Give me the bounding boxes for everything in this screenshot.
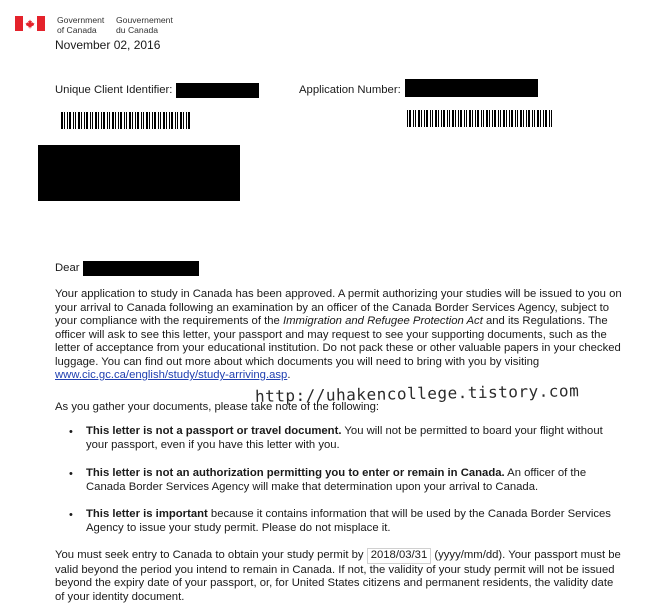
paragraph-note: As you gather your documents, please take note of the following: (55, 401, 380, 413)
paragraph-entry-deadline: You must seek entry to Canada to obtain your study permit by 2018/03/31 (yyyy/mm/dd). Your passport must be valid beyond the period you intend to remain in Canada. If not, the validity of your study permit will not be issued beyond the expiry date of your passport, or, for United States citizens and permanent residents, the validity date of your identity document. (55, 549, 621, 603)
bullet-item: This letter is important because it contains information that will be used by the Canada Border Services Agency to issue your study permit. Please do not misplace it. (86, 508, 611, 534)
uci-label: Unique Client Identifier: (55, 84, 173, 96)
bullet-item: This letter is not a passport or travel document. You will not be permitted to board your flight without your passport, even if you have this letter with you. (86, 425, 603, 451)
government-name-en (57, 16, 104, 35)
address-redacted (38, 145, 240, 201)
gov-fr-line2: du Canada (116, 24, 159, 35)
bullet-marker: • (69, 426, 73, 438)
gov-en-line2: of Canada (57, 24, 97, 35)
maple-leaf-icon (25, 19, 35, 29)
application-number-label: Application Number: (299, 84, 401, 96)
government-name-fr (116, 16, 173, 35)
uci-redacted (176, 83, 259, 98)
letter-date: November 02, 2016 (55, 38, 161, 52)
application-barcode (407, 110, 554, 127)
gov-fr-line1: Gouvernement (116, 15, 173, 25)
entry-deadline-date: 2018/03/31 (367, 548, 432, 564)
study-arriving-link[interactable]: www.cic.gc.ca/english/study/study-arriving.asp (55, 369, 288, 381)
bullet-marker: • (69, 509, 73, 521)
name-redacted (83, 261, 199, 276)
application-number-redacted (405, 79, 538, 97)
watermark: http://uhakencollege.tistory.com (254, 381, 580, 406)
salutation: Dear (55, 262, 80, 274)
paragraph-approval: Your application to study in Canada has been approved. A permit authorizing your studies will be issued to you on your arrival to Canada following an examination by an officer of the Canada Border Services Agency, subject to your compliance with the requirements of the Immigration and Refugee Protection Act and its Regulations. The officer will ask to see this letter, your passport and may request to see your supporting documents, such as the letter of acceptance from your educational institution. Do not pack these or other valuable papers in your checked luggage. You can find out more about which documents you will need to bring with you by visiting www.cic.gc.ca/english/study/study-arriving.asp. (55, 288, 622, 381)
gov-en-line1: Government (57, 15, 105, 25)
bullet-item: This letter is not an authorization permitting you to enter or remain in Canada. An officer of the Canada Border Services Agency will make that determination upon your arrival to Canada. (86, 467, 587, 493)
uci-barcode (61, 112, 192, 129)
bullet-marker: • (69, 468, 73, 480)
act-name: Immigration and Refugee Protection Act (282, 315, 483, 327)
canada-flag-icon (15, 16, 45, 31)
